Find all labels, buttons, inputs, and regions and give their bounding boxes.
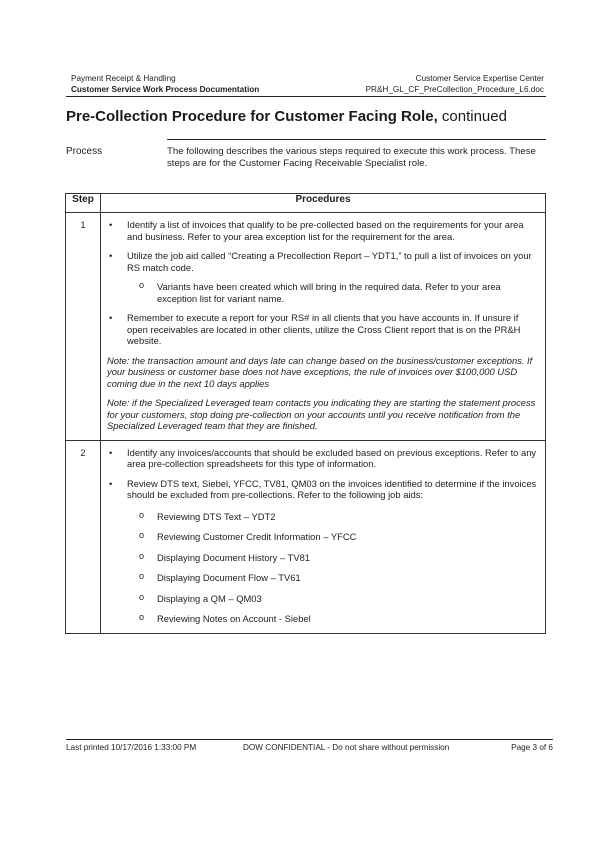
bullet-item: • Identify a list of invoices that qualify to be pre-collected based on the requirements for your area and business. Refer to your area exception list for the requirement for the area. bbox=[107, 219, 539, 242]
bullet-item: • Utilize the job aid called “Creating a Precollection Report – YDT1,” to pull a list of invoices on your RS match code. bbox=[107, 250, 539, 273]
step-number: 1 bbox=[66, 213, 101, 441]
header-right bbox=[366, 73, 544, 95]
job-aid-item: o Displaying Document Flow – TV61 bbox=[137, 572, 539, 584]
header-filename: PR&H_GL_CF_PreCollection_Procedure_L6.doc bbox=[365, 85, 544, 94]
header-rule bbox=[66, 96, 546, 97]
note-text: Note: if the Specialized Leveraged team contacts you indicating they are starting the statement process for your customers, stop doing pre-collection on your accounts until you receive notification from the Specialized Leveraged team that they are finished. bbox=[107, 397, 536, 431]
table-row bbox=[66, 213, 546, 441]
header-left bbox=[71, 73, 259, 95]
footer-rule bbox=[66, 739, 553, 740]
procedure-cell bbox=[101, 213, 546, 441]
page-title bbox=[66, 108, 507, 125]
column-header-step: Step bbox=[66, 194, 101, 213]
note-text: Note: the transaction amount and days late can change based on the business/customer exceptions. If your business or customer base does not have exceptions, the rule of invoices over $100,000 USD coming due in the next 10 days applies bbox=[107, 354, 533, 389]
page-title-main: Pre-Collection Procedure for Customer Facing Role, bbox=[66, 108, 438, 125]
bullet-item: • Identify any invoices/accounts that should be excluded based on previous exceptions. Refer to any area pre-collection spreadsheets for this type of information. bbox=[107, 447, 539, 470]
header-doc-type: Customer Service Work Process Documentation bbox=[71, 85, 260, 94]
footer-confidential: DOW CONFIDENTIAL - Do not share without permission bbox=[243, 743, 450, 752]
page-title-suffix: continued bbox=[437, 108, 507, 125]
table-header-row bbox=[66, 194, 546, 213]
sub-bullet-item: o Variants have been created which will bring in the required data. Refer to your area exception list for variant name. bbox=[137, 281, 539, 304]
process-rule bbox=[167, 139, 546, 140]
job-aid-item: o Reviewing Customer Credit Information – YFCC bbox=[137, 531, 539, 543]
footer-printed: Last printed 10/17/2016 1:33:00 PM bbox=[66, 743, 197, 752]
process-description: The following describes the various steps required to execute this work process. These steps are for the Customer Facing Receivable Specialist role. bbox=[167, 146, 536, 169]
procedure-cell bbox=[101, 440, 546, 633]
procedure-table bbox=[65, 193, 546, 634]
table-row bbox=[66, 440, 546, 633]
step-number: 2 bbox=[66, 440, 101, 633]
job-aid-item: o Displaying Document History – TV81 bbox=[137, 552, 539, 564]
job-aid-item: o Reviewing DTS Text – YDT2 bbox=[137, 511, 539, 523]
footer-page-number: Page 3 of 6 bbox=[511, 743, 553, 752]
header-org: Customer Service Expertise Center bbox=[415, 74, 544, 83]
bullet-item: • Remember to execute a report for your RS# in all clients that you have accounts in. If unsure if open receivables are located in other clients, utilize the Cross Client report that is on the PR&H website. bbox=[107, 312, 539, 347]
column-header-procedures: Procedures bbox=[101, 194, 546, 213]
job-aid-item: o Displaying a QM – QM03 bbox=[137, 593, 539, 605]
process-label: Process bbox=[66, 146, 103, 157]
job-aid-item: o Reviewing Notes on Account - Siebel bbox=[137, 613, 539, 625]
bullet-item: • Review DTS text, Siebel, YFCC, TV81, QM03 on the invoices identified to determine if the invoices should be excluded from pre-collections. Refer to the following job aids: bbox=[107, 478, 539, 501]
header-doc-area: Payment Receipt & Handling bbox=[71, 74, 176, 83]
